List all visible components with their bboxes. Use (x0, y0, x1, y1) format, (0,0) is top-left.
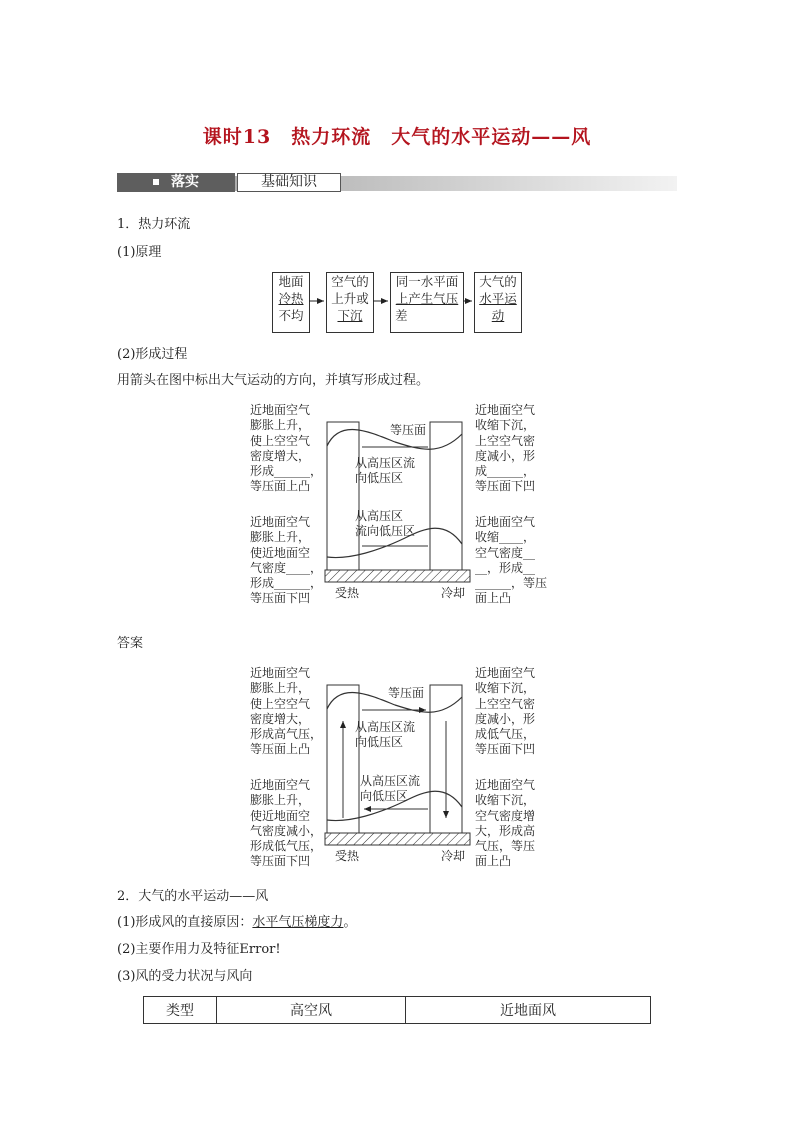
a-left-top-text: 近地面空气 膨胀上升， 使上空空气 密度增大， 形成高气压， 等压面上凸 (250, 666, 323, 757)
answer-label: 答案 (117, 636, 144, 651)
flow-box-1-line3: 不均 (278, 308, 304, 323)
wind-cause-line: (1)形成风的直接原因：水平气压梯度力。 (117, 915, 357, 930)
a-ground-hatch (325, 833, 470, 845)
q-lower-flow-label: 从高压区 流向低压区 (355, 509, 416, 538)
flow-box-3-line3: 差 (395, 308, 408, 323)
q-isobar-label: 等压面 (390, 423, 427, 437)
flow-box-4-line2: 水平运动 (479, 291, 517, 323)
wind-type-table (143, 996, 651, 1024)
section-tab-basics: 基础知识 (237, 173, 341, 192)
q-left-top-text: 近地面空气 膨胀上升， 使上空空气 密度增大， 形成______， 等压面上凸 (250, 403, 323, 494)
q-right-bottom-text: 近地面空气 收缩____， 空气密度__ __，形成__ ______，等压 面上凸 (475, 515, 548, 606)
main-forces-line: (2)主要作用力及特征Error! (117, 942, 281, 957)
section-2-heading: 2．大气的水平运动——风 (117, 889, 269, 904)
principle-label: (1)原理 (117, 245, 162, 260)
q-heat-label: 受热 (335, 586, 360, 600)
a-circulation-diagram (320, 683, 475, 848)
flow-box-3-line2: 上产生气压 (395, 291, 459, 306)
table-header-upper-wind: 高空风 (217, 997, 406, 1024)
q-left-column (327, 422, 359, 570)
q-cool-label: 冷却 (441, 586, 466, 600)
a-left-bottom-text: 近地面空气 膨胀上升， 使近地面空 气密度减小， 形成低气压， 等压面下凹 (250, 778, 323, 869)
section-tab-luoshi-label: 落实 (171, 174, 199, 190)
flow-box-2-line3: 下沉 (337, 308, 363, 323)
table-header-type: 类型 (144, 997, 217, 1024)
flow-arrows (0, 0, 794, 400)
a-lower-flow-label: 从高压区流 向低压区 (360, 774, 421, 803)
table-header-row (144, 997, 651, 1024)
formation-label: (2)形成过程 (117, 347, 188, 362)
q-upper-flow-label: 从高压区流 向低压区 (355, 456, 416, 485)
a-upper-flow-label: 从高压区流 向低压区 (355, 720, 416, 749)
flow-box-2-line2: 上升或 (331, 291, 369, 306)
q-circulation-diagram (320, 420, 475, 585)
flow-box-1-line2: 冷热 (278, 291, 304, 306)
a-isobar-label: 等压面 (388, 686, 425, 700)
flow-box-2-line1: 空气的 (331, 274, 369, 289)
a-heat-label: 受热 (335, 849, 360, 863)
q-right-top-text: 近地面空气 收缩下沉， 上空空气密 度减小，形 成______， 等压面下凹 (475, 403, 536, 494)
flow-box-4-line1: 大气的 (479, 274, 517, 289)
q-ground-hatch (325, 570, 470, 582)
wind-force-heading: (3)风的受力状况与风向 (117, 969, 253, 984)
a-right-top-text: 近地面空气 收缩下沉， 上空空气密 度减小，形 成低气压， 等压面下凹 (475, 666, 536, 757)
wind-cause-answer: 水平气压梯度力 (252, 915, 344, 930)
flow-box-3-line1: 同一水平面 (395, 274, 459, 289)
a-cool-label: 冷却 (441, 849, 466, 863)
section-1-heading: 1．热力环流 (117, 217, 191, 232)
q-right-column (430, 422, 462, 570)
flow-box-1-line1: 地面 (278, 274, 304, 289)
instruction-text: 用箭头在图中标出大气运动的方向，并填写形成过程。 (117, 373, 430, 388)
table-header-surface-wind: 近地面风 (406, 997, 651, 1024)
page-title: 课时13 热力环流 大气的水平运动——风 (202, 126, 592, 148)
q-left-bottom-text: 近地面空气 膨胀上升， 使近地面空 气密度____， 形成______， 等压面下凹 (250, 515, 323, 606)
a-right-bottom-text: 近地面空气 收缩下沉， 空气密度增 大，形成高 气压，等压 面上凸 (475, 778, 536, 869)
